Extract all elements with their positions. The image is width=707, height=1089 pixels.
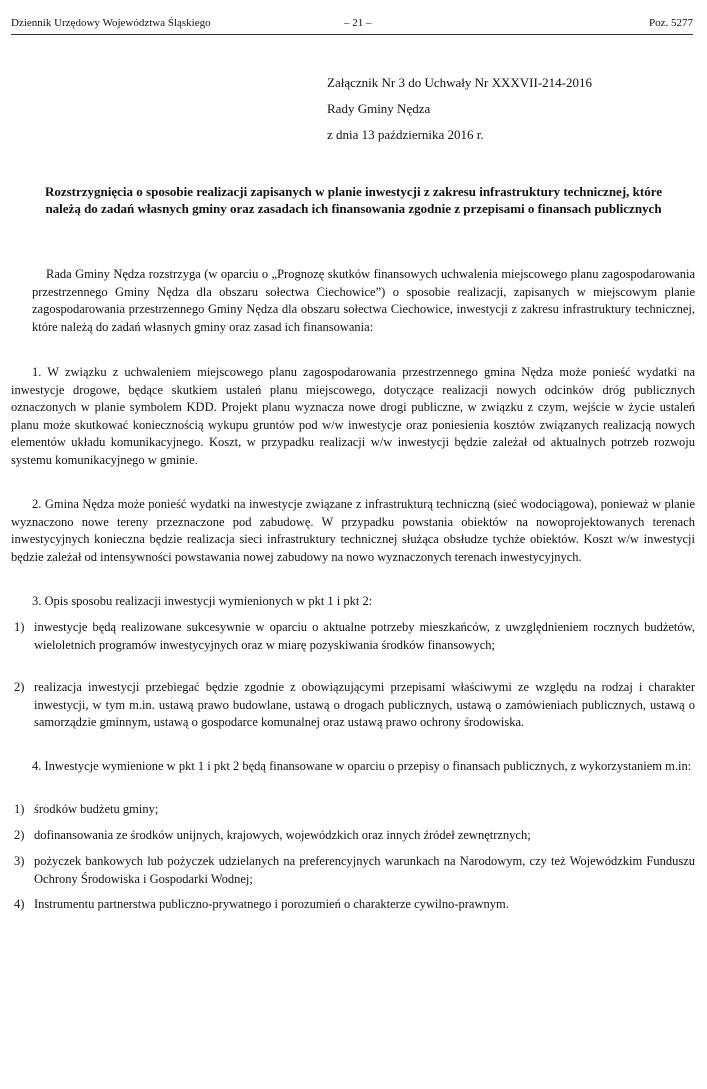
list-item-number: 2) bbox=[14, 828, 25, 842]
paragraph-3-text: 3. Opis sposobu realizacji inwestycji wymienionych w pkt 1 i pkt 2: bbox=[32, 594, 373, 608]
list-item-number: 2) bbox=[14, 680, 25, 694]
list-item-number: 4) bbox=[14, 897, 25, 911]
list-item bbox=[14, 896, 695, 914]
list-item bbox=[14, 619, 695, 654]
paragraph-1-text: 1. W związku z uchwaleniem miejscowego planu zagospodarowania przestrzennego gmina Nędza może ponieść wydatki na inwestycje drogowe, będące skutkiem ustaleń planu miejscowego, dotyczące realizacji nowych odcinków dróg publicznych oznaczonych w planie symbolem KDD. Projekt planu wyznacza nowe drogi publiczne, w związku z czym, wejście w życie ustaleń planu może skutkować koniecznością wykupu gruntów pod w/w inwestycje oraz poniesienia kosztów związanych realizacją nowych elementów układu komunikacyjnego. Koszt, w przypadku realizacji w/w inwestycji będzie zależał od aktualnych potrzeb rozwoju systemu komunikacyjnego w gminie. bbox=[11, 365, 695, 467]
page-number: – 21 – bbox=[344, 17, 372, 29]
list-item-number: 3) bbox=[14, 854, 25, 868]
list-item bbox=[14, 801, 695, 819]
annex-heading bbox=[327, 76, 592, 154]
paragraph-1 bbox=[11, 364, 695, 470]
document-title: Rozstrzygnięcia o sposobie realizacji zapisanych w planie inwestycji z zakresu infrastruktury technicznej, które należą do zadań własnych gminy oraz zasadach ich finansowania zgodnie z przepisami o finansach publicznych bbox=[44, 184, 663, 216]
intro-paragraph bbox=[32, 266, 695, 336]
list-item bbox=[14, 827, 695, 845]
list-item bbox=[14, 679, 695, 732]
list-item-text: środków budżetu gminy; bbox=[34, 802, 159, 816]
list-item-text: pożyczek bankowych lub pożyczek udzielanych na preferencyjnych warunkach na Narodowym, czy też Wojewódzkim Funduszu Ochrony Środowiska i Gospodarki Wodnej; bbox=[34, 854, 695, 886]
list-item bbox=[14, 853, 695, 888]
paragraph-2-text: 2. Gmina Nędza może ponieść wydatki na inwestycje związane z infrastrukturą techniczną (sieć wodociągowa), ponieważ w planie wyznaczono nowe tereny przeznaczone pod zabudowę. W przypadku powstania obiektów na nowoprojektowanych terenach inwestycyjnych konieczna będzie realizacja sieci infrastruktury technicznej służąca obsłudze tychże obiektów. Koszt w/w inwestycji będzie zależał od intensywności powstawania nowej zabudowy na nowo wyznaczonych terenach inwestycyjnych. bbox=[11, 497, 695, 564]
paragraph-2 bbox=[11, 496, 695, 566]
list-item-number: 1) bbox=[14, 620, 25, 634]
annex-line-3: z dnia 13 października 2016 r. bbox=[327, 127, 484, 142]
journal-name: Dziennik Urzędowy Województwa Śląskiego bbox=[11, 17, 211, 29]
list-item-number: 1) bbox=[14, 802, 25, 816]
annex-line-2: Rady Gminy Nędza bbox=[327, 101, 431, 116]
paragraph-4 bbox=[11, 758, 695, 776]
page-header bbox=[11, 12, 693, 35]
paragraph-3 bbox=[11, 593, 695, 611]
list-item-text: Instrumentu partnerstwa publiczno-prywatnego i porozumień o charakterze cywilno-prawnym. bbox=[34, 897, 509, 911]
paragraph-4-text: 4. Inwestycje wymienione w pkt 1 i pkt 2 będą finansowane w oparciu o przepisy o finansach publicznych, z wykorzystaniem m.in: bbox=[32, 759, 692, 773]
list-item-text: inwestycje będą realizowane sukcesywnie w oparciu o aktualne potrzeby mieszkańców, z uwzględnieniem rocznych budżetów, wieloletnich programów inwestycyjnych oraz w miarę pozyskiwania środków finansowych; bbox=[34, 620, 695, 652]
intro-text: Rada Gminy Nędza rozstrzyga (w oparciu o „Prognozę skutków finansowych uchwalenia miejscowego planu zagospodarowania przestrzennego Gminy Nędza dla obszaru sołectwa Ciechowice”) o sposobie realizacji, zapisanych w miejscowym planie zagospodarowania przestrzennego Gminy Nędza dla obszaru sołectwa Ciechowice, inwestycji z zakresu infrastruktury technicznej, które należą do zadań własnych gminy oraz zasad ich finansowania: bbox=[32, 267, 695, 334]
list-item-text: realizacja inwestycji przebiegać będzie zgodnie z obowiązującymi przepisami właściwymi ze względu na rodzaj i charakter inwestycji, w tym m.in. ustawą prawo budowlane, ustawą o drogach publicznych, ustawą o zamówieniach publicznych, ustawą o samorządzie gminnym, ustawą o gospodarce komunalnej oraz ustawą prawo ochrony środowiska. bbox=[34, 680, 695, 730]
position-number: Poz. 5277 bbox=[649, 17, 693, 29]
list-item-text: dofinansowania ze środków unijnych, krajowych, wojewódzkich oraz innych źródeł zewnętrznych; bbox=[34, 828, 531, 842]
annex-line-1: Załącznik Nr 3 do Uchwały Nr XXXVII-214-2016 bbox=[327, 75, 592, 90]
